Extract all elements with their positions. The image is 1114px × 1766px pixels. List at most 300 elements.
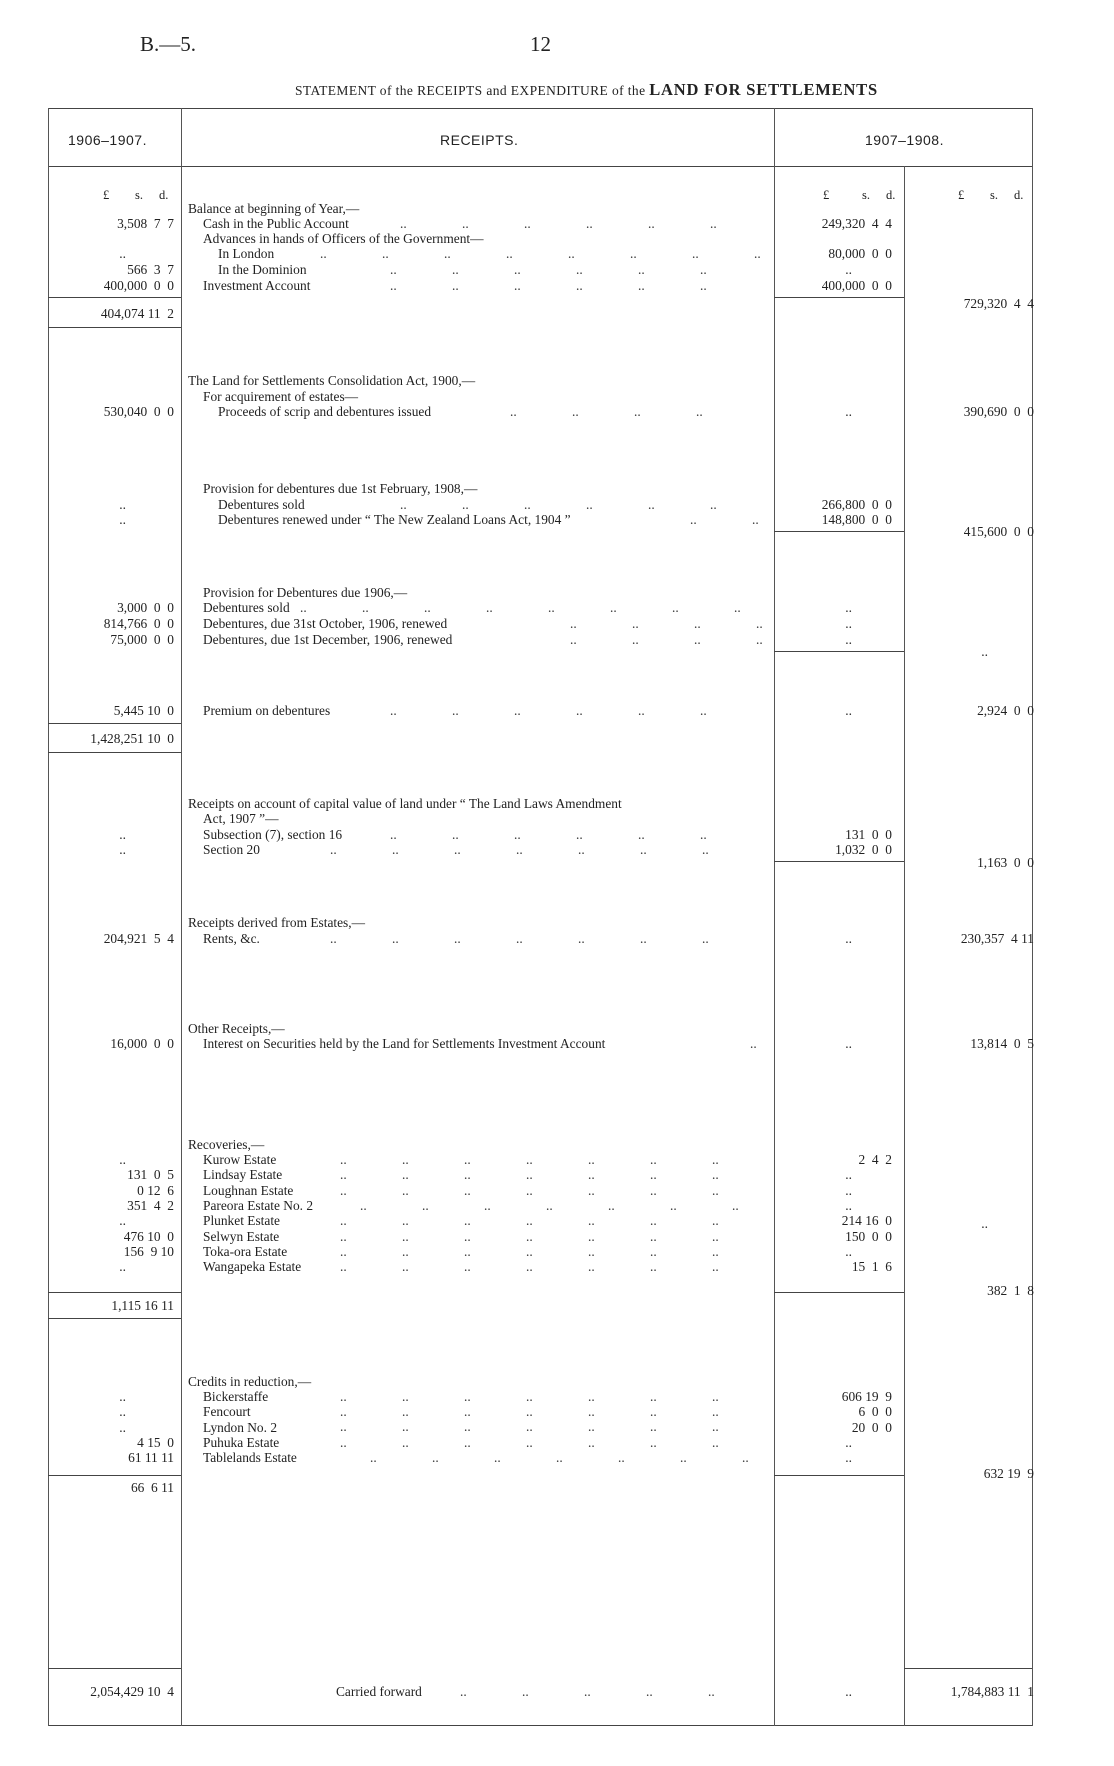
leader-dot: .. <box>650 1419 657 1434</box>
carried-forward-label: Carried forward <box>336 1684 422 1699</box>
leader-dot: .. <box>300 600 307 615</box>
list-item-label: Loughnan Estate <box>203 1182 294 1198</box>
list-item-cur-value: .. <box>845 1197 852 1213</box>
leader-dot: .. <box>576 703 583 718</box>
leader-dot: .. <box>340 1229 347 1244</box>
leader-dot: .. <box>710 497 717 512</box>
prev-balance-total: 404,074 11 2 <box>100 306 174 321</box>
leader-dot: .. <box>514 278 521 293</box>
investment-account-label: Investment Account <box>203 278 311 293</box>
leader-dot: .. <box>464 1435 471 1450</box>
cur-subsection7: 131 0 0 <box>845 827 892 842</box>
leader-dot: .. <box>578 931 585 946</box>
leader-dot: .. <box>546 1198 553 1213</box>
leader-dot: .. <box>464 1213 471 1228</box>
leader-dot: .. <box>452 827 459 842</box>
cur-interest-total: 13,814 0 5 <box>970 1036 1034 1051</box>
cur-premium-inner: .. <box>845 703 852 718</box>
list-item-prev-value: 61 11 11 <box>128 1450 174 1466</box>
leader-dot: .. <box>632 632 639 647</box>
leader-dot: .. <box>402 1152 409 1167</box>
leader-dot: .. <box>638 827 645 842</box>
list-item-prev-value: .. <box>119 1389 126 1404</box>
prev-subtotal: 1,428,251 10 0 <box>90 731 174 746</box>
list-item-cur-value: .. <box>845 1167 852 1183</box>
list-item-cur-value: .. <box>845 1182 852 1198</box>
leader-dot: .. <box>340 1435 347 1450</box>
leader-dot: .. <box>340 1419 347 1434</box>
prev-cash-value: 3,508 7 7 <box>117 216 174 231</box>
scrip-debentures-label: Proceeds of scrip and debentures issued <box>218 404 432 419</box>
leader-dot: .. <box>400 497 407 512</box>
leader-dot: .. <box>754 246 761 261</box>
leader-dot: .. <box>330 842 337 857</box>
leader-dot: .. <box>648 497 655 512</box>
list-item-cur-value: 606 19 9 <box>841 1389 892 1404</box>
list-item-label: Toka-ora Estate <box>203 1243 288 1259</box>
prev-rents: 204,921 5 4 <box>103 931 174 946</box>
list-item-prev-value: .. <box>119 1419 126 1435</box>
leader-dot: .. <box>712 1213 719 1228</box>
leader-dot: .. <box>588 1167 595 1182</box>
prev-london-value: .. <box>119 246 126 261</box>
document-reference: B.—5. <box>140 32 197 56</box>
cur-carried-forward: 1,784,883 11 1 <box>950 1684 1034 1699</box>
leader-dot: .. <box>516 931 523 946</box>
receipts-divider <box>774 108 775 1726</box>
cur-deb1906-sold: .. <box>845 600 852 615</box>
leader-dot: .. <box>526 1152 533 1167</box>
leader-dot: .. <box>648 216 655 231</box>
leader-dot: .. <box>524 497 531 512</box>
prev-dominion-value: 566 3 7 <box>127 262 174 277</box>
leader-dot: .. <box>588 1259 595 1274</box>
leader-dot: .. <box>712 1183 719 1198</box>
leader-dot: .. <box>340 1389 347 1404</box>
leader-dot: .. <box>694 616 701 631</box>
leader-dot: .. <box>588 1213 595 1228</box>
shilling-unit: s. <box>990 188 998 202</box>
cur-landlaws-rule <box>774 861 904 862</box>
leader-dot: .. <box>464 1244 471 1259</box>
leader-dot: .. <box>750 1036 757 1051</box>
leader-dot: .. <box>452 703 459 718</box>
leader-dot: .. <box>330 931 337 946</box>
leader-dot: .. <box>650 1404 657 1419</box>
leader-dot: .. <box>588 1389 595 1404</box>
list-item-cur-value: 150 0 0 <box>845 1228 892 1244</box>
estates-heading: Receipts derived from Estates,— <box>188 915 366 930</box>
leader-dot: .. <box>712 1244 719 1259</box>
prev-balance-rule-bottom <box>48 327 181 328</box>
leader-dot: .. <box>700 703 707 718</box>
balance-heading: Balance at beginning of Year,— <box>188 201 360 216</box>
prev-interest: 16,000 0 0 <box>110 1036 174 1051</box>
landlaws-heading-cont: Act, 1907 ”— <box>203 811 279 826</box>
list-item-prev-value: .. <box>119 1259 126 1275</box>
leader-dot: .. <box>584 1684 591 1699</box>
list-item-prev-value: 476 10 0 <box>123 1228 174 1244</box>
leader-dot: .. <box>320 246 327 261</box>
leader-dot: .. <box>516 842 523 857</box>
list-item-label: Plunket Estate <box>203 1213 280 1229</box>
leader-dot: .. <box>696 404 703 419</box>
prev-forward-rule <box>48 1668 181 1669</box>
leader-dot: .. <box>650 1183 657 1198</box>
prev-recoveries-rule-bottom <box>48 1318 181 1319</box>
leader-dot: .. <box>632 616 639 631</box>
leader-dot: .. <box>634 404 641 419</box>
list-item-cur-value: 20 0 0 <box>851 1419 892 1435</box>
leader-dot: .. <box>586 216 593 231</box>
leader-dot: .. <box>452 278 459 293</box>
leader-dot: .. <box>402 1183 409 1198</box>
table-bottom-rule <box>48 1725 1032 1726</box>
prev-subtotal-rule-bottom <box>48 752 181 753</box>
premium-label: Premium on debentures <box>203 703 331 718</box>
leader-dot: .. <box>462 216 469 231</box>
cur-cash-value: 249,320 4 4 <box>821 216 892 231</box>
leader-dot: .. <box>588 1244 595 1259</box>
leader-dot: .. <box>382 246 389 261</box>
prev-subtotal-rule <box>48 723 181 724</box>
deb1906-dec-label: Debentures, due 1st December, 1906, renewed <box>203 632 453 647</box>
leader-dot: .. <box>340 1183 347 1198</box>
leader-dot: .. <box>340 1152 347 1167</box>
leader-dot: .. <box>424 600 431 615</box>
subsection7-label: Subsection (7), section 16 <box>203 827 343 842</box>
leader-dot: .. <box>712 1167 719 1182</box>
pound-unit: £ <box>103 188 110 202</box>
list-item-label: Wangapeka Estate <box>203 1259 302 1275</box>
leader-dot: .. <box>710 216 717 231</box>
leader-dot: .. <box>526 1389 533 1404</box>
leader-dot: .. <box>340 1213 347 1228</box>
shilling-unit: s. <box>135 188 143 202</box>
leader-dot: .. <box>680 1450 687 1465</box>
prev-deb1906-oct: 814,766 0 0 <box>103 616 174 631</box>
leader-dot: .. <box>650 1259 657 1274</box>
table-top-rule <box>48 108 1032 109</box>
leader-dot: .. <box>712 1389 719 1404</box>
leader-dot: .. <box>708 1684 715 1699</box>
leader-dot: .. <box>576 827 583 842</box>
leader-dot: .. <box>362 600 369 615</box>
list-item-prev-value: 0 12 6 <box>137 1182 174 1198</box>
cur-investment-value: 400,000 0 0 <box>821 278 892 293</box>
leader-dot: .. <box>548 600 555 615</box>
list-item-cur-value: 2 4 2 <box>858 1152 892 1167</box>
leader-dot: .. <box>390 703 397 718</box>
leader-dot: .. <box>464 1152 471 1167</box>
prev-credits-total: 66 6 11 <box>130 1480 174 1495</box>
leader-dot: .. <box>586 497 593 512</box>
leader-dot: .. <box>402 1419 409 1434</box>
cur-rents-inner: .. <box>845 931 852 946</box>
consolidation-subheading: For acquirement of estates— <box>203 389 359 404</box>
cur-deb1906-dec: .. <box>845 632 852 647</box>
list-item-cur-value: 214 16 0 <box>841 1213 892 1229</box>
leader-dot: .. <box>650 1229 657 1244</box>
leader-dot: .. <box>650 1213 657 1228</box>
list-item-label: Selwyn Estate <box>203 1228 280 1244</box>
list-item-cur-value: 6 0 0 <box>858 1404 892 1420</box>
leader-dot: .. <box>650 1389 657 1404</box>
leader-dot: .. <box>650 1167 657 1182</box>
leader-dot: .. <box>432 1450 439 1465</box>
leader-dot: .. <box>742 1450 749 1465</box>
deb1908-renewed-label: Debentures renewed under “ The New Zealand Loans Act, 1904 ” <box>218 512 571 527</box>
leader-dot: .. <box>712 1259 719 1274</box>
interest-securities-label: Interest on Securities held by the Land for Settlements Investment Account <box>203 1036 606 1051</box>
leader-dot: .. <box>464 1183 471 1198</box>
list-item-label: Lyndon No. 2 <box>203 1419 278 1435</box>
in-dominion-label: In the Dominion <box>218 262 307 277</box>
list-item-prev-value: 351 4 2 <box>127 1197 174 1213</box>
leader-dot: .. <box>360 1198 367 1213</box>
leader-dot: .. <box>638 703 645 718</box>
leader-dot: .. <box>454 842 461 857</box>
left-border <box>48 108 49 1726</box>
header-bottom-rule <box>48 166 1032 167</box>
leader-dot: .. <box>526 1435 533 1450</box>
leader-dot: .. <box>610 600 617 615</box>
leader-dot: .. <box>526 1183 533 1198</box>
leader-dot: .. <box>522 1684 529 1699</box>
leader-dot: .. <box>454 931 461 946</box>
leader-dot: .. <box>618 1450 625 1465</box>
leader-dot: .. <box>514 703 521 718</box>
leader-dot: .. <box>702 842 709 857</box>
leader-dot: .. <box>526 1167 533 1182</box>
list-item-cur-value: .. <box>845 1450 852 1466</box>
prev-recoveries-rule <box>48 1292 181 1293</box>
leader-dot: .. <box>526 1259 533 1274</box>
list-item-prev-value: 4 15 0 <box>137 1434 174 1450</box>
leader-dot: .. <box>402 1213 409 1228</box>
leader-dot: .. <box>588 1152 595 1167</box>
leader-dot: .. <box>650 1435 657 1450</box>
deb1906-oct-label: Debentures, due 31st October, 1906, renewed <box>203 616 448 631</box>
leader-dot: .. <box>444 246 451 261</box>
cur-deb1908-sold: 266,800 0 0 <box>821 497 892 512</box>
deb1908-heading: Provision for debentures due 1st February, 1908,— <box>203 481 478 496</box>
leader-dot: .. <box>526 1419 533 1434</box>
cur-section20: 1,032 0 0 <box>835 842 892 857</box>
cur-recoveries-total: 382 1 8 <box>987 1283 1034 1298</box>
advances-label: Advances in hands of Officers of the Government— <box>203 231 484 246</box>
leader-dot: .. <box>734 600 741 615</box>
cash-public-account-label: Cash in the Public Account <box>203 216 349 231</box>
column-header-prev-year: 1906–1907. <box>68 132 147 148</box>
leader-dot: .. <box>630 246 637 261</box>
leader-dot: .. <box>638 262 645 277</box>
leader-dot: .. <box>756 616 763 631</box>
cur-scrip-inner: .. <box>845 404 852 419</box>
leader-dot: .. <box>756 632 763 647</box>
leader-dot: .. <box>700 262 707 277</box>
leader-dot: .. <box>640 842 647 857</box>
cur-recoveries-rule <box>774 1292 904 1293</box>
leader-dot: .. <box>650 1244 657 1259</box>
list-item-cur-value: .. <box>845 1243 852 1259</box>
leader-dot: .. <box>712 1152 719 1167</box>
leader-dot: .. <box>462 497 469 512</box>
cur-deb1908-rule <box>774 531 904 532</box>
deb1908-sold-label: Debentures sold <box>218 497 305 512</box>
list-item-label: Lindsay Estate <box>203 1167 283 1183</box>
leader-dot: .. <box>526 1213 533 1228</box>
leader-dot: .. <box>402 1259 409 1274</box>
deb1906-sold-label: Debentures sold <box>203 600 290 615</box>
list-item-label: Pareora Estate No. 2 <box>203 1197 314 1213</box>
cur-recoveries-mid: .. <box>981 1216 988 1231</box>
leader-dot: .. <box>514 262 521 277</box>
leader-dot: .. <box>712 1404 719 1419</box>
leader-dot: .. <box>692 246 699 261</box>
leader-dot: .. <box>526 1404 533 1419</box>
list-item-label: Fencourt <box>203 1404 251 1420</box>
prev-subsection7: .. <box>119 827 126 842</box>
column-header-receipts: RECEIPTS. <box>440 132 519 148</box>
list-item-label: Bickerstaffe <box>203 1389 269 1404</box>
leader-dot: .. <box>650 1152 657 1167</box>
leader-dot: .. <box>422 1198 429 1213</box>
deb1906-heading: Provision for Debentures due 1906,— <box>203 585 408 600</box>
leader-dot: .. <box>526 1244 533 1259</box>
pence-unit: d. <box>886 188 896 202</box>
leader-dot: .. <box>576 278 583 293</box>
right-border <box>1032 108 1033 1726</box>
prev-credits-rule <box>48 1475 181 1476</box>
leader-dot: .. <box>556 1450 563 1465</box>
leader-dot: .. <box>402 1389 409 1404</box>
leader-dot: .. <box>340 1244 347 1259</box>
leader-dot: .. <box>700 827 707 842</box>
leader-dot: .. <box>694 632 701 647</box>
leader-dot: .. <box>400 216 407 231</box>
leader-dot: .. <box>464 1404 471 1419</box>
prev-year-divider <box>181 108 182 1726</box>
leader-dot: .. <box>588 1404 595 1419</box>
leader-dot: .. <box>510 404 517 419</box>
column-header-current-year: 1907–1908. <box>865 132 944 148</box>
cur-deb1906-oct: .. <box>845 616 852 631</box>
cur-landlaws-total: 1,163 0 0 <box>977 855 1034 870</box>
leader-dot: .. <box>464 1389 471 1404</box>
leader-dot: .. <box>464 1167 471 1182</box>
leader-dot: .. <box>402 1404 409 1419</box>
leader-dot: .. <box>402 1435 409 1450</box>
leader-dot: .. <box>640 931 647 946</box>
pound-unit: £ <box>823 188 830 202</box>
prev-balance-rule <box>48 297 181 298</box>
shilling-unit: s. <box>862 188 870 202</box>
pence-unit: d. <box>159 188 169 202</box>
consolidation-heading: The Land for Settlements Consolidation Act, 1900,— <box>188 373 476 388</box>
prev-premium: 5,445 10 0 <box>113 703 174 718</box>
in-london-label: In London <box>218 246 275 261</box>
leader-dot: .. <box>572 404 579 419</box>
leader-dot: .. <box>570 616 577 631</box>
pound-unit: £ <box>958 188 965 202</box>
leader-dot: .. <box>752 512 759 527</box>
cur-balance-rule <box>774 297 904 298</box>
prev-deb1908-renewed: .. <box>119 512 126 527</box>
cur-credits-total: 632 19 9 <box>983 1466 1034 1481</box>
leader-dot: .. <box>588 1183 595 1198</box>
leader-dot: .. <box>390 262 397 277</box>
prev-investment-value: 400,000 0 0 <box>103 278 174 293</box>
prev-deb1906-dec: 75,000 0 0 <box>110 632 174 647</box>
leader-dot: .. <box>526 1229 533 1244</box>
statement-title-prefix: STATEMENT of the RECEIPTS and EXPENDITURE of the <box>295 83 646 98</box>
leader-dot: .. <box>524 216 531 231</box>
cur-forward-rule <box>904 1668 1032 1669</box>
leader-dot: .. <box>588 1419 595 1434</box>
leader-dot: .. <box>464 1259 471 1274</box>
leader-dot: .. <box>588 1435 595 1450</box>
leader-dot: .. <box>390 827 397 842</box>
cur-rents-total: 230,357 4 11 <box>960 931 1034 946</box>
leader-dot: .. <box>646 1684 653 1699</box>
landlaws-heading: Receipts on account of capital value of land under “ The Land Laws Amendment <box>188 796 622 811</box>
cur-interest-inner: .. <box>845 1036 852 1051</box>
leader-dot: .. <box>340 1167 347 1182</box>
statement-title <box>295 80 878 100</box>
list-item-prev-value: 156 9 10 <box>123 1243 174 1259</box>
leader-dot: .. <box>486 600 493 615</box>
leader-dot: .. <box>732 1198 739 1213</box>
leader-dot: .. <box>672 600 679 615</box>
cur-deb1906-total: .. <box>981 644 988 659</box>
leader-dot: .. <box>370 1450 377 1465</box>
prev-scrip-value: 530,040 0 0 <box>103 404 174 419</box>
prev-deb1906-sold: 3,000 0 0 <box>117 600 174 615</box>
section20-label: Section 20 <box>203 842 260 857</box>
leader-dot: .. <box>712 1229 719 1244</box>
leader-dot: .. <box>514 827 521 842</box>
cur-premium-total: 2,924 0 0 <box>977 703 1034 718</box>
leader-dot: .. <box>392 842 399 857</box>
cur-scrip-total: 390,690 0 0 <box>963 404 1034 419</box>
list-item-prev-value: .. <box>119 1152 126 1167</box>
cur-credits-rule <box>774 1475 904 1476</box>
prev-section20: .. <box>119 842 126 857</box>
prev-recoveries-total: 1,115 16 11 <box>111 1298 174 1313</box>
list-item-label: Kurow Estate <box>203 1152 277 1167</box>
leader-dot: .. <box>402 1167 409 1182</box>
cur-forward-inner: .. <box>845 1684 852 1699</box>
other-receipts-heading: Other Receipts,— <box>188 1021 285 1036</box>
leader-dot: .. <box>608 1198 615 1213</box>
pence-unit: d. <box>1014 188 1024 202</box>
leader-dot: .. <box>578 842 585 857</box>
leader-dot: .. <box>506 246 513 261</box>
leader-dot: .. <box>340 1404 347 1419</box>
leader-dot: .. <box>340 1259 347 1274</box>
leader-dot: .. <box>390 278 397 293</box>
leader-dot: .. <box>464 1419 471 1434</box>
leader-dot: .. <box>670 1198 677 1213</box>
leader-dot: .. <box>402 1229 409 1244</box>
leader-dot: .. <box>484 1198 491 1213</box>
statement-title-bold: LAND FOR SETTLEMENTS <box>649 80 878 99</box>
leader-dot: .. <box>494 1450 501 1465</box>
list-item-label: Tablelands Estate <box>203 1450 297 1466</box>
rents-label: Rents, &c. <box>203 931 260 946</box>
leader-dot: .. <box>464 1229 471 1244</box>
